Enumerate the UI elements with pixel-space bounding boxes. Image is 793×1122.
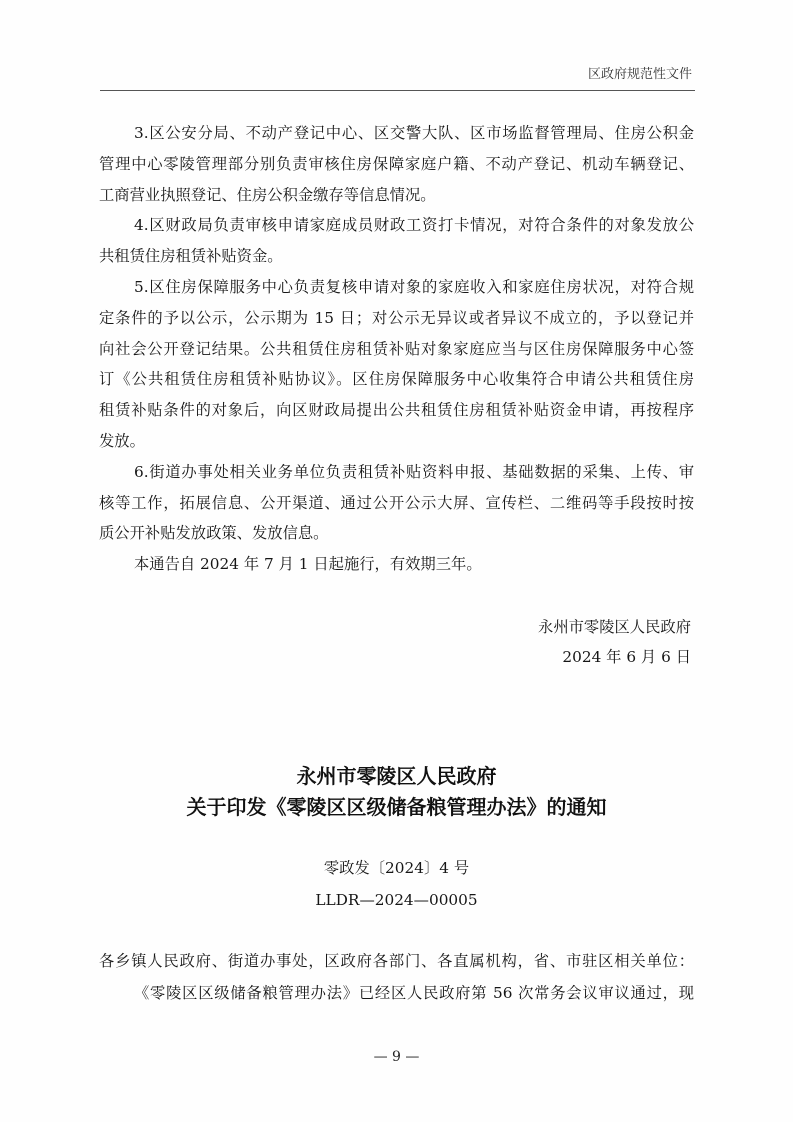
text-line: 质公开补贴发放政策、发放信息。 bbox=[99, 524, 329, 543]
document-number: 零政发〔2024〕4 号 bbox=[323, 859, 470, 877]
page-number: — 9 — bbox=[373, 1049, 420, 1065]
paragraph-item-4 bbox=[99, 210, 694, 272]
text-line: 《零陵区区级储备粮管理办法》已经区人民政府第 56 次常务会议审议通过，现 bbox=[134, 984, 694, 1002]
text-line: 订《公共租赁住房租赁补贴协议》。区住房保障服务中心收集符合申请公共租赁住房 bbox=[99, 370, 694, 389]
notice-title-line-2: 关于印发《零陵区区级储备粮管理办法》的通知 bbox=[186, 795, 607, 819]
paragraph-item-5 bbox=[99, 272, 694, 457]
issue-date: 2024 年 6 月 6 日 bbox=[562, 648, 691, 666]
text-line: 向社会公开登记结果。公共租赁住房租赁补贴对象家庭应当与区住房保障服务中心签 bbox=[99, 339, 694, 358]
document-body bbox=[99, 118, 694, 580]
text-line: 租赁补贴条件的对象后，向区财政局提出公共租赁住房租赁补贴资金申请，再按程序 bbox=[99, 401, 694, 420]
text-line: 3.区公安分局、不动产登记中心、区交警大队、区市场监督管理局、住房公积金 bbox=[134, 124, 694, 142]
paragraph-item-6 bbox=[99, 457, 694, 549]
text-line: 定条件的予以公示，公示期为 15 日；对公示无异议或者异议不成立的，予以登记并 bbox=[99, 308, 694, 327]
text-line: 管理中心零陵管理部分别负责审核住房保障家庭户籍、不动产登记、机动车辆登记、 bbox=[99, 154, 694, 173]
header-divider bbox=[100, 90, 695, 91]
paragraph-effective-date bbox=[99, 549, 694, 580]
notice-body bbox=[99, 945, 694, 1009]
paragraph-item-3 bbox=[99, 118, 694, 210]
text-line: 共租赁住房租赁补贴资金。 bbox=[99, 247, 283, 266]
text-line: 工商营业执照登记、住房公积金缴存等信息情况。 bbox=[99, 185, 436, 204]
issuing-authority: 永州市零陵区人民政府 bbox=[538, 618, 691, 636]
text-line: 核等工作，拓展信息、公开渠道、通过公开公示大屏、宣传栏、二维码等手段按时按 bbox=[99, 493, 694, 512]
notice-title-line-1: 永州市零陵区人民政府 bbox=[296, 764, 497, 788]
text-line: 6.街道办事处相关业务单位负责租赁补贴资料申报、基础数据的采集、上传、审 bbox=[134, 462, 694, 481]
text-line: 本通告自 2024 年 7 月 1 日起施行，有效期三年。 bbox=[134, 555, 482, 574]
document-identifiers bbox=[0, 852, 793, 916]
notice-title bbox=[0, 761, 793, 823]
registration-code: LLDR—2024—00005 bbox=[315, 891, 478, 909]
text-line: 4.区财政局负责审核申请家庭成员财政工资打卡情况，对符合条件的对象发放公 bbox=[134, 216, 694, 235]
running-header: 区政府规范性文件 bbox=[587, 67, 692, 82]
text-line: 发放。 bbox=[99, 431, 145, 450]
text-line: 5.区住房保障服务中心负责复核申请对象的家庭收入和家庭住房状况，对符合规 bbox=[134, 277, 694, 296]
signature-block bbox=[538, 612, 691, 672]
addressee-line: 各乡镇人民政府、街道办事处，区政府各部门、各直属机构，省、市驻区相关单位： bbox=[99, 952, 694, 970]
